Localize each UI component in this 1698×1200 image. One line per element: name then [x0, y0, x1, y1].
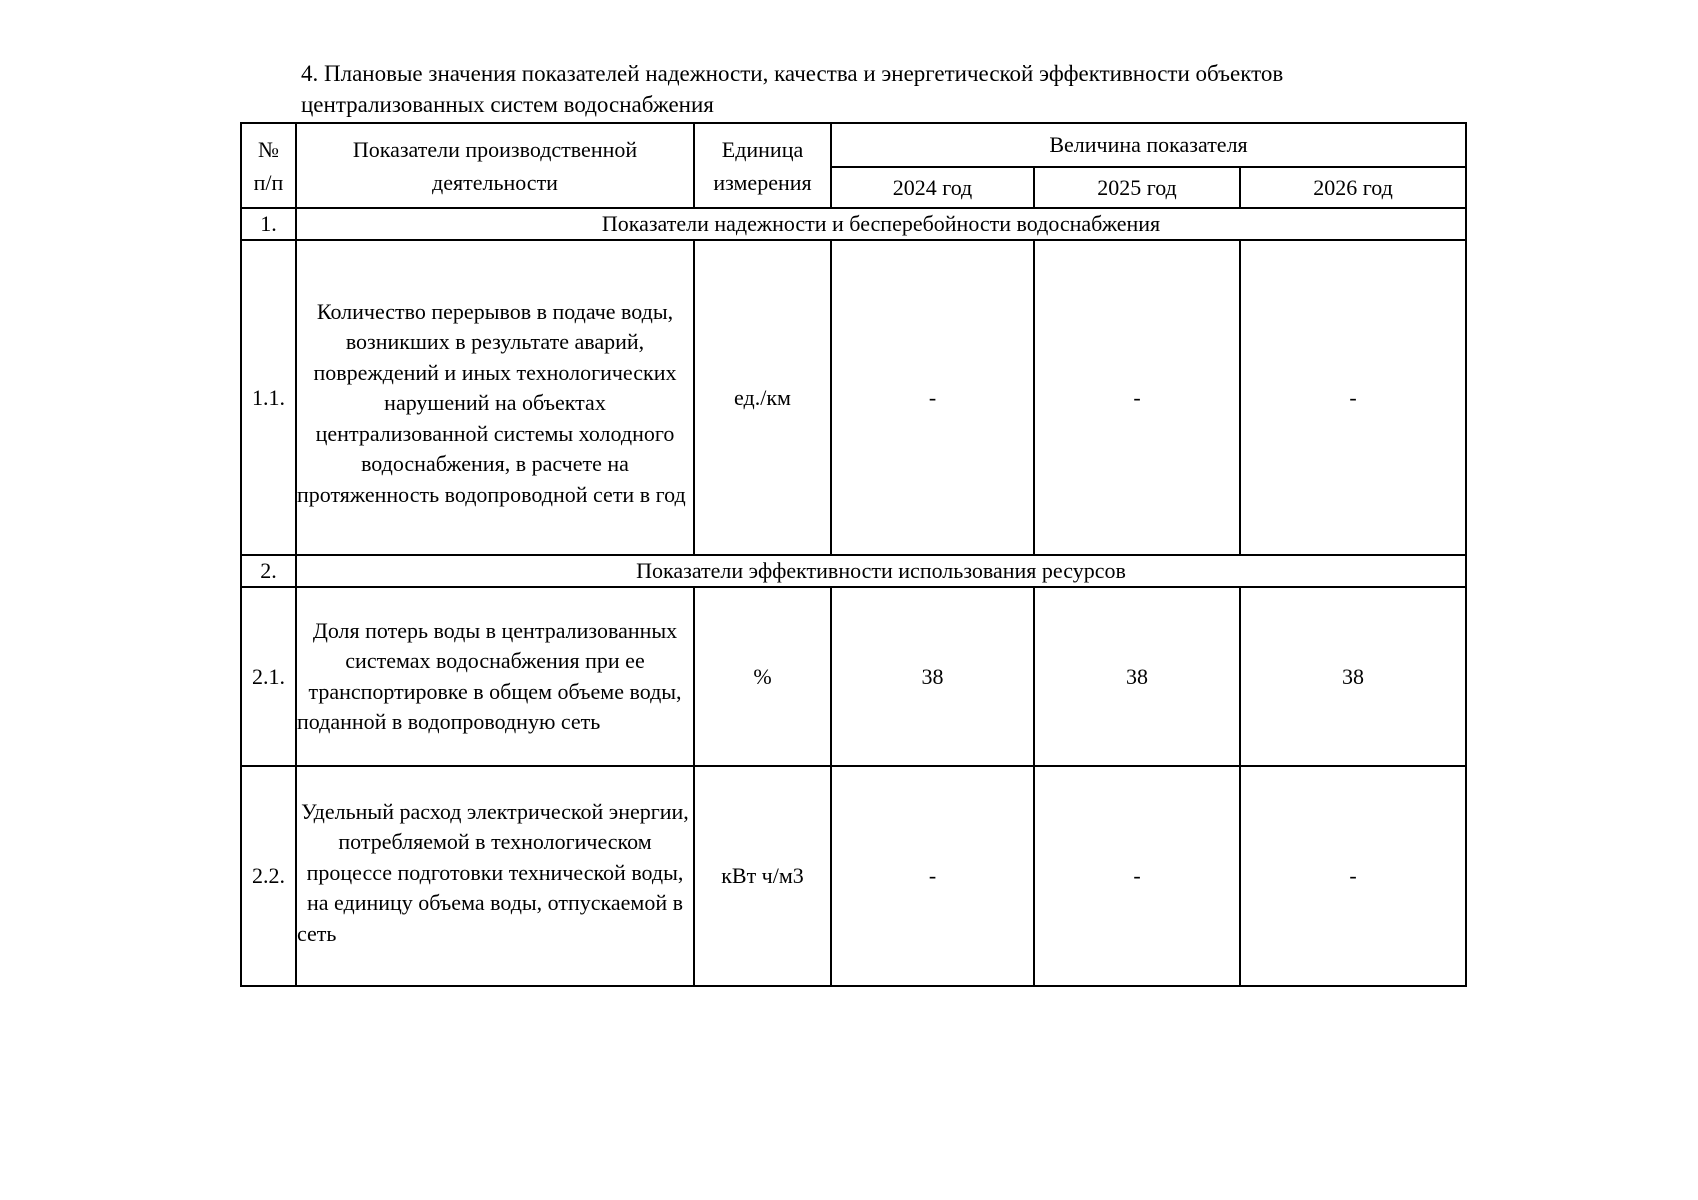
- row-number: 2.2.: [241, 766, 296, 986]
- table-header: [241, 123, 1466, 208]
- header-number-symbol: №: [258, 136, 279, 162]
- header-year-2024: 2024 год: [831, 167, 1034, 208]
- header-number-abbr: п/п: [253, 169, 284, 195]
- row-number: 2.1.: [241, 587, 296, 766]
- section-number: 2.: [241, 555, 296, 587]
- header-indicator: Показатели производственной деятельности: [296, 123, 694, 208]
- value-2026: 38: [1240, 587, 1466, 766]
- value-2025: -: [1034, 240, 1240, 555]
- section-row-2: [241, 555, 1466, 587]
- unit-cell: %: [694, 587, 831, 766]
- value-2024: -: [831, 766, 1034, 986]
- header-unit-line-1: Единица: [721, 136, 804, 162]
- section-row-1: [241, 208, 1466, 240]
- table-row: [241, 766, 1466, 986]
- section-heading-line-1: 4. Плановые значения показателей надежности, качества и энергетической эффективности объектов: [301, 61, 1284, 86]
- value-2024: 38: [831, 587, 1034, 766]
- indicator-name: Количество перерывов в подаче воды, возникших в результате аварий, повреждений и иных технологических нарушений на объектах централизованной системы холодного водоснабжения, в расчете на протяженность водопроводной сети в год: [296, 240, 694, 555]
- indicators-table: [240, 122, 1467, 987]
- header-value-group: Величина показателя: [831, 123, 1466, 167]
- section-heading: [301, 58, 1481, 120]
- header-unit: [694, 123, 831, 208]
- section-heading-line-2: централизованных систем водоснабжения: [301, 92, 714, 117]
- section-title: Показатели эффективности использования ресурсов: [296, 555, 1466, 587]
- table-row: [241, 240, 1466, 555]
- header-year-2026: 2026 год: [1240, 167, 1466, 208]
- header-unit-line-2: измерения: [713, 169, 812, 195]
- table-body: [241, 208, 1466, 986]
- row-number: 1.1.: [241, 240, 296, 555]
- header-number: [241, 123, 296, 208]
- value-2025: 38: [1034, 587, 1240, 766]
- indicator-name: Доля потерь воды в централизованных системах водоснабжения при ее транспортировке в общем объеме воды, поданной в водопроводную сеть: [296, 587, 694, 766]
- section-number: 1.: [241, 208, 296, 240]
- unit-cell: ед./км: [694, 240, 831, 555]
- table-row: [241, 587, 1466, 766]
- section-title: Показатели надежности и бесперебойности водоснабжения: [296, 208, 1466, 240]
- header-year-2025: 2025 год: [1034, 167, 1240, 208]
- unit-cell: кВт ч/м3: [694, 766, 831, 986]
- value-2024: -: [831, 240, 1034, 555]
- header-row-top: [241, 123, 1466, 167]
- value-2026: -: [1240, 240, 1466, 555]
- indicator-name: Удельный расход электрической энергии, потребляемой в технологическом процессе подготовки технической воды, на единицу объема воды, отпускаемой в сеть: [296, 766, 694, 986]
- value-2026: -: [1240, 766, 1466, 986]
- value-2025: -: [1034, 766, 1240, 986]
